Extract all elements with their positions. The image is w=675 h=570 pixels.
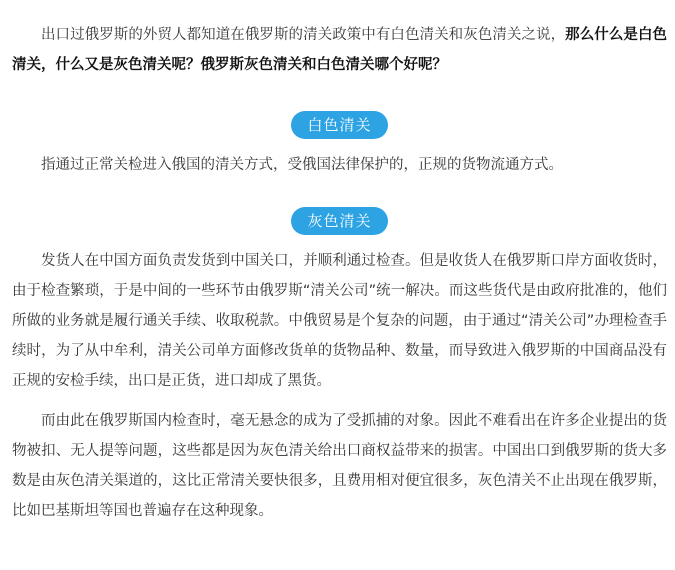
grey-clearance-heading-row xyxy=(12,207,667,235)
intro-paragraph xyxy=(12,20,667,80)
white-clearance-paragraph: 指通过正常关检进入俄国的清关方式，受俄国法律保护的，正规的货物流通方式。 xyxy=(41,157,563,173)
grey-clearance-paragraph-1: 发货人在中国方面负责发货到中国关口，并顺利通过检查。但是收货人在俄罗斯口岸方面收货时，由于检查繁琐，于是中间的一些环节由俄罗斯“清关公司”统一解决。而这些货代是由政府批准的，他们所做的业务就是履行通关手续、收取税款。中俄贸易是个复杂的问题，由于通过“清关公司”办理检查手续时，为了从中牟利，清关公司单方面修改货单的货物品种、数量，而导致进入俄罗斯的中国商品没有正规的安检手续，出口是正货，进口却成了黑货。 xyxy=(12,253,667,389)
grey-clearance-heading: 灰色清关 xyxy=(291,207,387,235)
intro-question: 那么什么是白色清关，什么又是灰色清关呢？俄罗斯灰色清关和白色清关哪个好呢？ xyxy=(12,27,667,73)
white-clearance-heading: 白色清关 xyxy=(291,111,387,139)
paragraph-gap xyxy=(12,396,667,406)
white-clearance-heading-row xyxy=(12,111,667,139)
intro-text: 出口过俄罗斯的外贸人都知道在俄罗斯的清关政策中有白色清关和灰色清关之说， xyxy=(41,27,566,43)
grey-clearance-paragraph-2: 而由此在俄罗斯国内检查时，毫无悬念的成为了受抓捕的对象。因此不难看出在许多企业提出的货物被扣、无人提等问题，这些都是因为灰色清关给出口商权益带来的损害。中国出口到俄罗斯的货大多数是由灰色清关渠道的，这比正常清关要快很多，且费用相对便宜很多，灰色清关不止出现在俄罗斯，比如巴基斯坦等国也普遍存在这种现象。 xyxy=(12,413,667,519)
